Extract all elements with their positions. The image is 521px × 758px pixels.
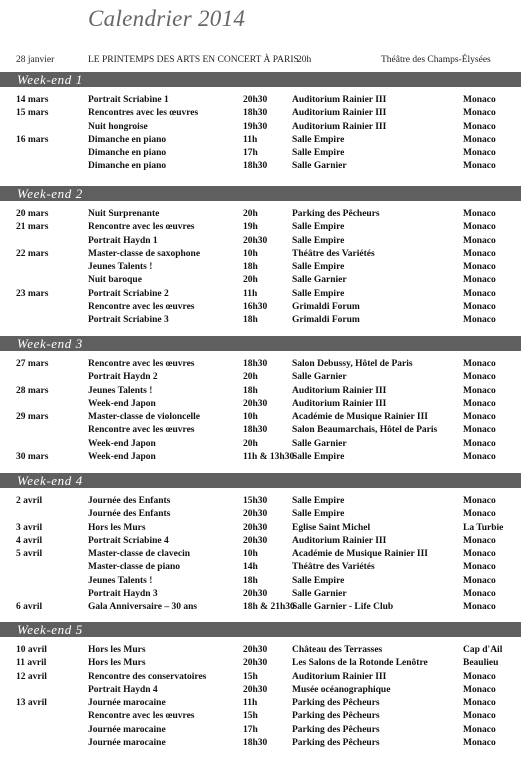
row-venue: Grimaldi Forum bbox=[292, 315, 360, 326]
row-venue: Parking des Pêcheurs bbox=[292, 711, 380, 722]
row-time: 20h30 bbox=[243, 589, 268, 600]
row-time: 18h30 bbox=[243, 108, 268, 119]
row-time: 16h30 bbox=[243, 302, 268, 313]
week-section bbox=[0, 622, 521, 751]
row-city: Monaco bbox=[463, 684, 496, 695]
row-city: Monaco bbox=[463, 452, 496, 463]
schedule-row bbox=[0, 222, 521, 235]
schedule-row bbox=[0, 698, 521, 711]
row-city: Monaco bbox=[463, 425, 496, 436]
row-date: 23 mars bbox=[16, 288, 49, 299]
row-time: 18h bbox=[243, 262, 258, 273]
row-city: Monaco bbox=[463, 438, 496, 449]
row-venue: Château des Terrasses bbox=[292, 645, 383, 655]
row-city: Monaco bbox=[463, 385, 496, 396]
row-venue: Parking des Pêcheurs bbox=[292, 698, 380, 709]
row-event: Hors les Murs bbox=[88, 658, 146, 669]
row-date: 3 avril bbox=[16, 522, 43, 533]
row-event: Portrait Haydn 3 bbox=[88, 589, 158, 600]
row-event: Nuit Surprenante bbox=[88, 209, 160, 219]
row-event: Journée marocaine bbox=[88, 724, 166, 735]
schedule-row bbox=[0, 425, 521, 438]
schedule-row bbox=[0, 399, 521, 412]
row-venue: Grimaldi Forum bbox=[292, 302, 360, 313]
row-venue: Salle Empire bbox=[292, 496, 345, 506]
row-venue: Salle Empire bbox=[292, 235, 345, 246]
row-event: Hors les Murs bbox=[88, 522, 146, 533]
row-venue: Académie de Musique Rainier III bbox=[292, 549, 428, 560]
schedule-row bbox=[0, 602, 521, 615]
week-section bbox=[0, 186, 521, 329]
row-event: Week-end Japon bbox=[88, 452, 156, 463]
schedule-row bbox=[0, 386, 521, 399]
row-time: 20h30 bbox=[243, 522, 268, 533]
row-city: Monaco bbox=[463, 359, 496, 369]
schedule-row bbox=[0, 302, 521, 315]
schedule-row bbox=[0, 536, 521, 549]
row-time: 18h bbox=[243, 385, 258, 396]
row-venue: Salon Beaumarchais, Hôtel de Paris bbox=[292, 425, 438, 436]
week-section bbox=[0, 473, 521, 616]
row-time: 18h30 bbox=[243, 359, 268, 369]
row-city: Monaco bbox=[463, 209, 496, 219]
intro-time: 20h bbox=[297, 55, 312, 65]
row-event: Dimanche en piano bbox=[88, 134, 167, 145]
row-time: 14h bbox=[243, 562, 258, 573]
row-date: 12 avril bbox=[16, 671, 47, 682]
schedule-row bbox=[0, 549, 521, 562]
row-city: Monaco bbox=[463, 95, 496, 105]
row-city: Monaco bbox=[463, 398, 496, 409]
row-city: Monaco bbox=[463, 134, 496, 145]
row-venue: Académie de Musique Rainier III bbox=[292, 412, 428, 423]
row-city: Monaco bbox=[463, 222, 496, 233]
row-city: Monaco bbox=[463, 671, 496, 682]
row-time: 20h30 bbox=[243, 398, 268, 409]
row-venue: Auditorium Rainier III bbox=[292, 95, 387, 105]
row-city: Monaco bbox=[463, 562, 496, 573]
row-venue: Salle Garnier bbox=[292, 589, 347, 600]
schedule-row bbox=[0, 249, 521, 262]
row-time: 19h bbox=[243, 222, 258, 233]
row-date: 29 mars bbox=[16, 412, 49, 423]
row-event: Rencontre avec les œuvres bbox=[88, 302, 195, 313]
row-time: 20h bbox=[243, 275, 258, 286]
row-venue: Auditorium Rainier III bbox=[292, 385, 387, 396]
schedule-row bbox=[0, 135, 521, 148]
schedule-row bbox=[0, 711, 521, 724]
row-venue: Salle Empire bbox=[292, 134, 345, 145]
row-event: Portrait Haydn 4 bbox=[88, 684, 158, 695]
row-city: Monaco bbox=[463, 549, 496, 560]
schedule-row bbox=[0, 262, 521, 275]
row-event: Rencontres avec les œuvres bbox=[88, 108, 199, 119]
row-time: 20h bbox=[243, 209, 258, 219]
intro-event: LE PRINTEMPS DES ARTS EN CONCERT À PARIS bbox=[88, 55, 299, 65]
row-event: Rencontre avec les œuvres bbox=[88, 425, 195, 436]
row-event: Journée des Enfants bbox=[88, 509, 171, 520]
row-date: 14 mars bbox=[16, 95, 49, 105]
row-time: 20h30 bbox=[243, 684, 268, 695]
row-city: Monaco bbox=[463, 248, 496, 259]
row-event: Portrait Scriabine 3 bbox=[88, 315, 169, 326]
row-venue: Parking des Pêcheurs bbox=[292, 738, 380, 749]
row-event: Gala Anniversaire – 30 ans bbox=[88, 602, 198, 613]
week-header: Week-end 2 bbox=[0, 186, 521, 201]
intro-date: 28 janvier bbox=[16, 55, 55, 65]
row-venue: Salle Garnier bbox=[292, 372, 347, 383]
row-venue: Salle Empire bbox=[292, 288, 345, 299]
row-venue: Parking des Pêcheurs bbox=[292, 209, 380, 219]
row-event: Nuit hongroise bbox=[88, 121, 148, 132]
row-venue: Théâtre des Variétés bbox=[292, 562, 375, 573]
schedule-row bbox=[0, 523, 521, 536]
schedule-row bbox=[0, 439, 521, 452]
row-city: Monaco bbox=[463, 496, 496, 506]
row-city: Monaco bbox=[463, 412, 496, 423]
row-time: 10h bbox=[243, 412, 258, 423]
row-city: Monaco bbox=[463, 235, 496, 246]
row-time: 11h bbox=[243, 134, 258, 145]
schedule-row bbox=[0, 658, 521, 671]
row-venue: Parking des Pêcheurs bbox=[292, 724, 380, 735]
schedule-row bbox=[0, 589, 521, 602]
row-event: Nuit baroque bbox=[88, 275, 142, 286]
schedule-row bbox=[0, 289, 521, 302]
week-section bbox=[0, 336, 521, 465]
row-city: Monaco bbox=[463, 575, 496, 586]
row-time: 15h bbox=[243, 671, 258, 682]
row-time: 20h30 bbox=[243, 645, 268, 655]
row-event: Hors les Murs bbox=[88, 645, 146, 655]
row-event: Week-end Japon bbox=[88, 398, 156, 409]
schedule-row bbox=[0, 161, 521, 174]
row-time: 20h30 bbox=[243, 509, 268, 520]
schedule-row bbox=[0, 452, 521, 465]
row-date: 2 avril bbox=[16, 496, 43, 506]
row-venue: Les Salons de la Rotonde Lenôtre bbox=[292, 658, 428, 669]
row-city: Monaco bbox=[463, 509, 496, 520]
row-time: 19h30 bbox=[243, 121, 268, 132]
row-time: 17h bbox=[243, 148, 258, 159]
schedule-row bbox=[0, 108, 521, 121]
row-city: Monaco bbox=[463, 738, 496, 749]
row-city: Monaco bbox=[463, 121, 496, 132]
week-header: Week-end 4 bbox=[0, 473, 521, 488]
schedule-row bbox=[0, 576, 521, 589]
row-date: 6 avril bbox=[16, 602, 43, 613]
row-venue: Salle Empire bbox=[292, 262, 345, 273]
row-time: 20h bbox=[243, 438, 258, 449]
row-event: Rencontre des conservatoires bbox=[88, 671, 207, 682]
week-header: Week-end 3 bbox=[0, 336, 521, 351]
row-venue: Salle Garnier bbox=[292, 438, 347, 449]
row-city: Monaco bbox=[463, 262, 496, 273]
row-time: 10h bbox=[243, 248, 258, 259]
row-venue: Salon Debussy, Hôtel de Paris bbox=[292, 359, 413, 369]
row-event: Jeunes Talents ! bbox=[88, 575, 153, 586]
row-city: Monaco bbox=[463, 602, 496, 613]
row-event: Journée marocaine bbox=[88, 738, 166, 749]
row-city: Monaco bbox=[463, 275, 496, 286]
row-time: 17h bbox=[243, 724, 258, 735]
row-event: Master-classe de piano bbox=[88, 562, 180, 573]
schedule-row bbox=[0, 412, 521, 425]
row-venue: Salle Garnier bbox=[292, 275, 347, 286]
row-venue: Salle Empire bbox=[292, 452, 345, 463]
row-event: Portrait Haydn 2 bbox=[88, 372, 158, 383]
row-venue: Eglise Saint Michel bbox=[292, 522, 371, 533]
row-event: Portrait Scriabine 2 bbox=[88, 288, 169, 299]
row-time: 18h30 bbox=[243, 161, 268, 172]
schedule-row bbox=[0, 359, 521, 372]
row-venue: Salle Garnier bbox=[292, 161, 347, 172]
schedule-row bbox=[0, 122, 521, 135]
row-time: 10h bbox=[243, 549, 258, 560]
schedule-row bbox=[0, 372, 521, 385]
row-city: La Turbie bbox=[463, 522, 504, 533]
row-city: Monaco bbox=[463, 108, 496, 119]
row-time: 11h & 13h30 bbox=[243, 452, 295, 463]
row-time: 20h30 bbox=[243, 235, 268, 246]
row-event: Journée des Enfants bbox=[88, 496, 171, 506]
row-time: 20h30 bbox=[243, 658, 268, 669]
row-venue: Théâtre des Variétés bbox=[292, 248, 375, 259]
schedule-row bbox=[0, 645, 521, 658]
row-event: Portrait Scriabine 1 bbox=[88, 95, 169, 105]
row-venue: Salle Garnier - Life Club bbox=[292, 602, 394, 613]
schedule-row bbox=[0, 738, 521, 751]
row-time: 11h bbox=[243, 698, 258, 709]
row-date: 30 mars bbox=[16, 452, 49, 463]
row-venue: Auditorium Rainier III bbox=[292, 535, 387, 546]
row-event: Master-classe de clavecin bbox=[88, 549, 190, 560]
schedule-row bbox=[0, 148, 521, 161]
row-venue: Musée océanographique bbox=[292, 684, 391, 695]
row-time: 15h bbox=[243, 711, 258, 722]
row-city: Monaco bbox=[463, 372, 496, 383]
row-city: Monaco bbox=[463, 161, 496, 172]
schedule-row bbox=[0, 685, 521, 698]
row-venue: Auditorium Rainier III bbox=[292, 671, 387, 682]
row-venue: Auditorium Rainier III bbox=[292, 398, 387, 409]
row-time: 20h bbox=[243, 372, 258, 383]
row-event: Journée marocaine bbox=[88, 698, 166, 709]
week-header: Week-end 1 bbox=[0, 72, 521, 87]
row-time: 20h30 bbox=[243, 535, 268, 546]
row-venue: Salle Empire bbox=[292, 222, 345, 233]
row-city: Monaco bbox=[463, 148, 496, 159]
row-time: 18h30 bbox=[243, 738, 268, 749]
row-event: Rencontre avec les œuvres bbox=[88, 711, 195, 722]
row-venue: Auditorium Rainier III bbox=[292, 121, 387, 132]
row-date: 13 avril bbox=[16, 698, 47, 709]
schedule-row bbox=[0, 725, 521, 738]
row-event: Week-end Japon bbox=[88, 438, 156, 449]
row-time: 18h & 21h30 bbox=[243, 602, 295, 613]
intro-row bbox=[0, 55, 521, 69]
schedule-row bbox=[0, 236, 521, 249]
week-section bbox=[0, 72, 521, 175]
row-time: 18h30 bbox=[243, 425, 268, 436]
row-city: Monaco bbox=[463, 724, 496, 735]
row-venue: Salle Empire bbox=[292, 148, 345, 159]
row-date: 16 mars bbox=[16, 134, 49, 145]
row-city: Beaulieu bbox=[463, 658, 499, 669]
row-event: Master-classe de violoncelle bbox=[88, 412, 201, 423]
schedule-row bbox=[0, 209, 521, 222]
row-city: Monaco bbox=[463, 711, 496, 722]
week-header: Week-end 5 bbox=[0, 622, 521, 637]
row-venue: Salle Empire bbox=[292, 509, 345, 520]
row-event: Jeunes Talents ! bbox=[88, 385, 153, 396]
row-event: Rencontre avec les œuvres bbox=[88, 359, 195, 369]
row-city: Monaco bbox=[463, 288, 496, 299]
row-time: 20h30 bbox=[243, 95, 268, 105]
row-event: Master-classe de saxophone bbox=[88, 248, 201, 259]
row-date: 20 mars bbox=[16, 209, 49, 219]
schedule-row bbox=[0, 562, 521, 575]
row-date: 5 avril bbox=[16, 549, 43, 560]
row-time: 15h30 bbox=[243, 496, 268, 506]
row-city: Cap d'Ail bbox=[463, 645, 503, 655]
row-event: Dimanche en piano bbox=[88, 148, 167, 159]
row-date: 4 avril bbox=[16, 535, 43, 546]
schedule-row bbox=[0, 275, 521, 288]
row-city: Monaco bbox=[463, 535, 496, 546]
row-date: 15 mars bbox=[16, 108, 49, 119]
row-time: 18h bbox=[243, 315, 258, 326]
row-date: 21 mars bbox=[16, 222, 49, 233]
row-date: 11 avril bbox=[16, 658, 47, 669]
row-event: Dimanche en piano bbox=[88, 161, 167, 172]
row-time: 18h bbox=[243, 575, 258, 586]
schedule-row bbox=[0, 509, 521, 522]
schedule-row bbox=[0, 315, 521, 328]
row-city: Monaco bbox=[463, 302, 496, 313]
row-city: Monaco bbox=[463, 698, 496, 709]
row-venue: Salle Empire bbox=[292, 575, 345, 586]
row-event: Portrait Scriabine 4 bbox=[88, 535, 169, 546]
schedule-row bbox=[0, 496, 521, 509]
schedule-row bbox=[0, 672, 521, 685]
row-city: Monaco bbox=[463, 315, 496, 326]
row-event: Portrait Haydn 1 bbox=[88, 235, 158, 246]
schedule-row bbox=[0, 95, 521, 108]
row-date: 27 mars bbox=[16, 359, 49, 369]
row-event: Rencontre avec les œuvres bbox=[88, 222, 195, 233]
row-date: 10 avril bbox=[16, 645, 47, 655]
row-date: 28 mars bbox=[16, 385, 49, 396]
page-title: Calendrier 2014 bbox=[88, 6, 246, 31]
intro-venue: Théâtre des Champs-Élysées bbox=[381, 55, 491, 65]
row-venue: Auditorium Rainier III bbox=[292, 108, 387, 119]
row-city: Monaco bbox=[463, 589, 496, 600]
row-date: 22 mars bbox=[16, 248, 49, 259]
row-time: 11h bbox=[243, 288, 258, 299]
row-event: Jeunes Talents ! bbox=[88, 262, 153, 273]
